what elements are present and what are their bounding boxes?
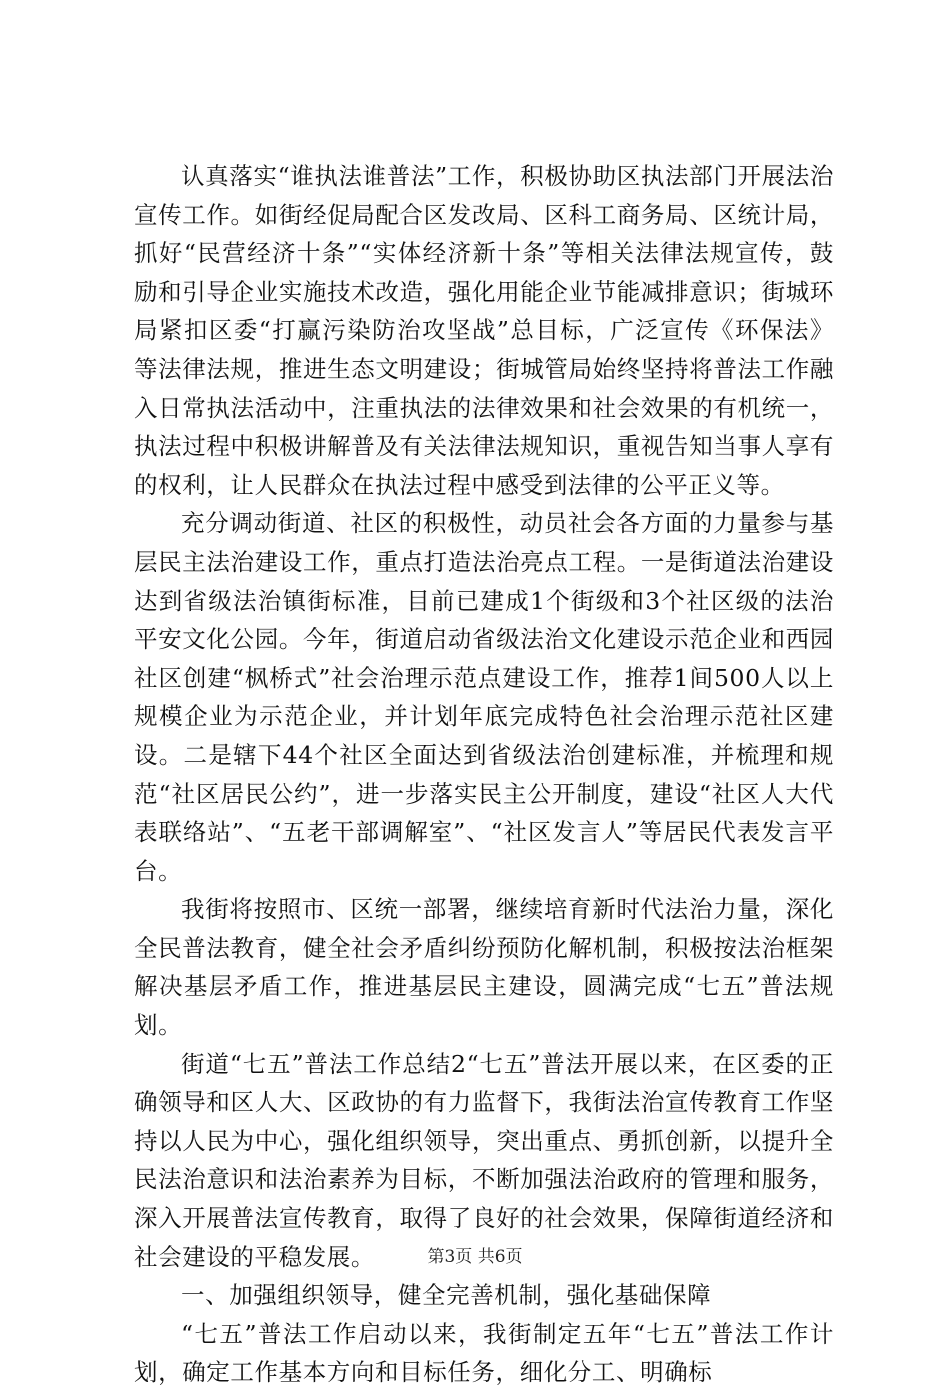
page-number-footer: 第3页 共6页: [427, 1247, 523, 1267]
section-heading-organization: 一、加强组织领导，健全完善机制，强化基础保障: [181, 1281, 712, 1310]
document-body: [134, 157, 834, 1392]
paragraph-future-plan: 我街将按照市、区统一部署，继续培育新时代法治力量，深化全民普法教育，健全社会矛盾纠纷预防化解机制，积极按法治框架解决基层矛盾工作，推进基层民主建设，圆满完成“七五”普法规划。: [134, 895, 834, 1040]
paragraph-publicity-by-enforcers: 认真落实“谁执法谁普法”工作，积极协助区执法部门开展法治宣传工作。如街经促局配合区发改局、区科工商务局、区统计局，抓好“民营经济十条”“实体经济新十条”等相关法律法规宣传，鼓励和引导企业实施技术改造，强化用能企业节能减排意识；街城环局紧扣区委“打赢污染防治攻坚战”总目标，广泛宣传《环保法》等法律法规，推进生态文明建设；街城管局始终坚持将普法工作融入日常执法活动中，注重执法的法律效果和社会效果的有机统一，执法过程中积极讲解普及有关法律法规知识，重视告知当事人享有的权利，让人民群众在执法过程中感受到法律的公平正义等。: [134, 162, 834, 499]
paragraph-work-plan: “七五”普法工作启动以来，我街制定五年“七五”普法工作计划，确定工作基本方向和目标任务，细化分工、明确标: [134, 1319, 834, 1387]
paragraph-community-rule-of-law: 充分调动街道、社区的积极性，动员社会各方面的力量参与基层民主法治建设工作，重点打造法治亮点工程。一是街道法治建设达到省级法治镇街标准，目前已建成1个街级和3个社区级的法治平安文化公园。今年，街道启动省级法治文化建设示范企业和西园社区创建“枫桥式”社会治理示范点建设工作，推荐1间500人以上规模企业为示范企业，并计划年底完成特色社会治理示范社区建设。二是辖下44个社区全面达到省级法治创建标准，并梳理和规范“社区居民公约”，进一步落实民主公开制度，建设“社区人大代表联络站”、“五老干部调解室”、“社区发言人”等居民代表发言平台。: [134, 509, 834, 885]
paragraph-summary-intro: 街道“七五”普法工作总结2“七五”普法开展以来，在区委的正确领导和区人大、区政协的有力监督下，我街法治宣传教育工作坚持以人民为中心，强化组织领导，突出重点、勇抓创新，以提升全民法治意识和法治素养为目标，不断加强法治政府的管理和服务，深入开展普法宣传教育，取得了良好的社会效果，保障街道经济和社会建设的平稳发展。: [134, 1049, 834, 1271]
